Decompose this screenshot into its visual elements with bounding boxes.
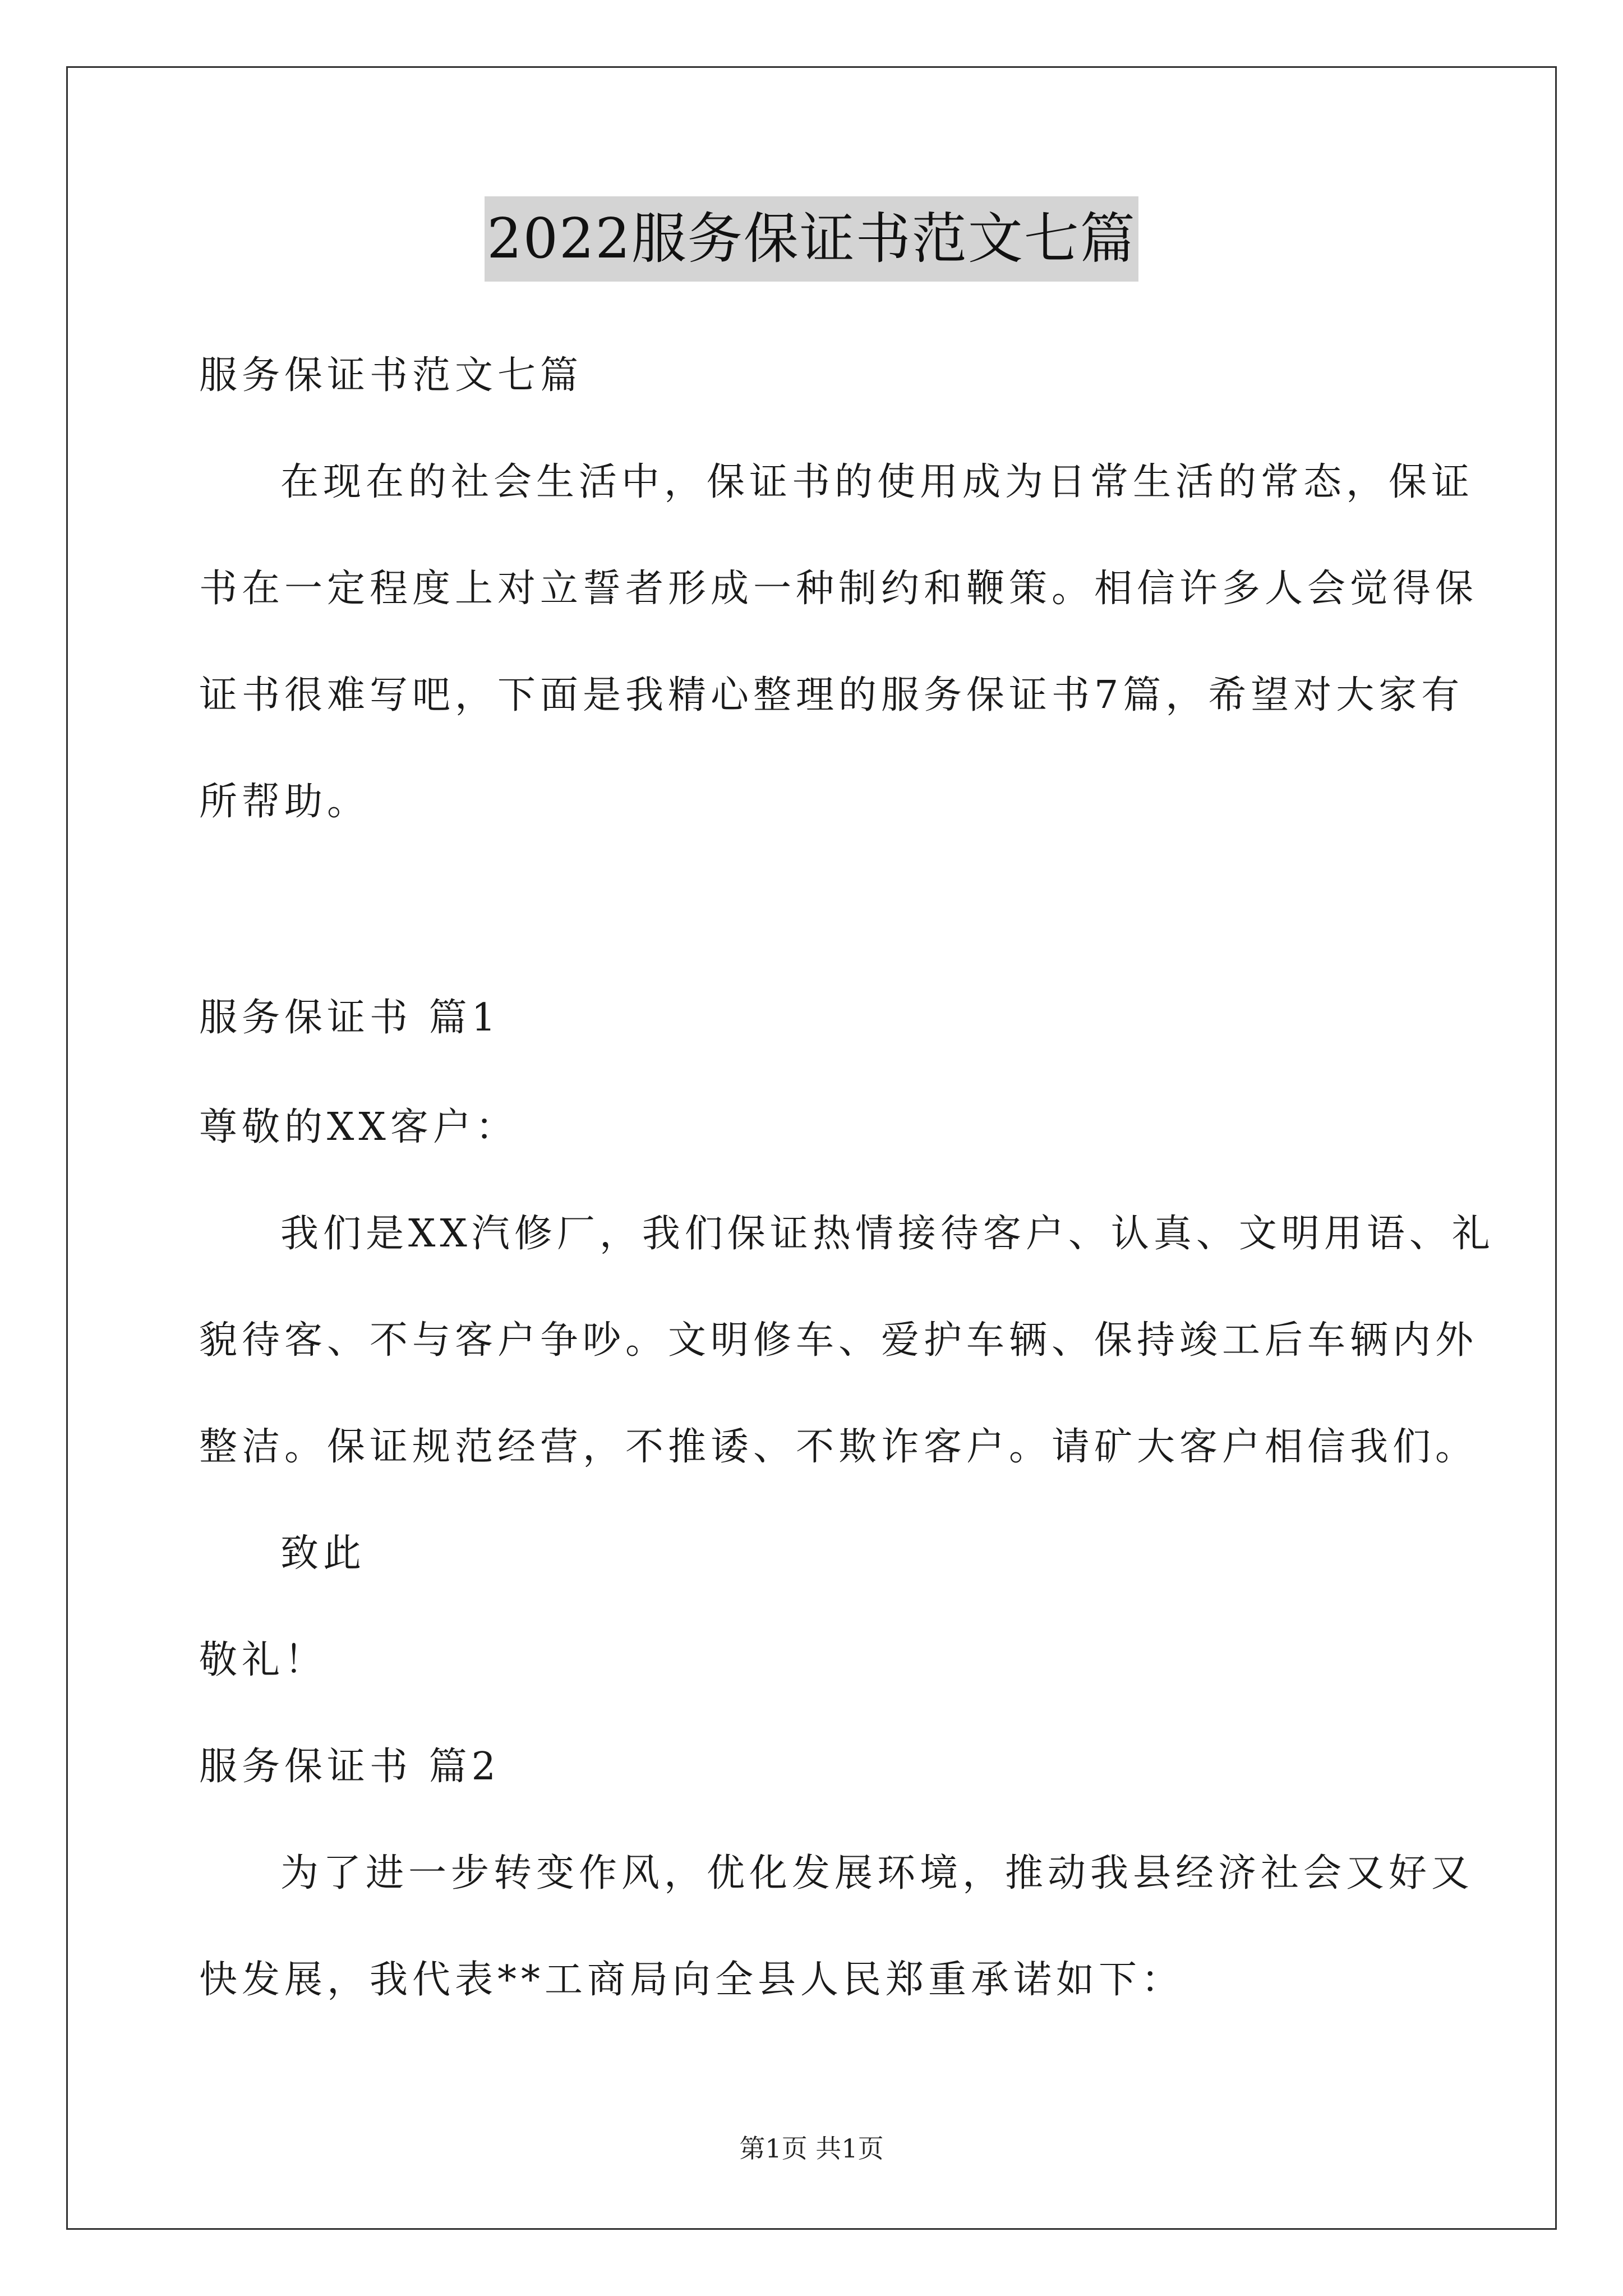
paragraph-line: 所帮助。 xyxy=(199,780,370,824)
closing-line: 敬礼！ xyxy=(199,1638,328,1682)
section-heading: 服务保证书 篇2 xyxy=(199,1745,500,1789)
closing-line: 致此 xyxy=(280,1531,366,1576)
paragraph-line: 快发展，我代表**工商局向全县人民郑重承诺如下： xyxy=(199,1958,1184,2002)
paragraph-line: 我们是XX汽修厂，我们保证热情接待客户、认真、文明用语、礼 xyxy=(280,1212,1495,1256)
salutation: 尊敬的XX客户： xyxy=(199,1105,518,1149)
paragraph-line: 整洁。保证规范经营，不推诿、不欺诈客户。请矿大客户相信我们。 xyxy=(199,1425,1478,1469)
paragraph-line: 在现在的社会生活中，保证书的使用成为日常生活的常态，保证 xyxy=(280,460,1474,504)
title-container xyxy=(0,196,1623,282)
paragraph-line: 证书很难写吧，下面是我精心整理的服务保证书7篇，希望对大家有 xyxy=(199,673,1464,717)
section-heading: 服务保证书 篇1 xyxy=(199,996,500,1040)
page-footer: 第1页 共1页 xyxy=(739,2133,884,2164)
document-title: 2022服务保证书范文七篇 xyxy=(485,196,1138,282)
paragraph-line: 为了进一步转变作风，优化发展环境，推动我县经济社会又好又 xyxy=(280,1851,1474,1895)
subtitle-line: 服务保证书范文七篇 xyxy=(199,353,583,398)
paragraph-line: 书在一定程度上对立誓者形成一种制约和鞭策。相信许多人会觉得保 xyxy=(199,567,1478,611)
paragraph-line: 貌待客、不与客户争吵。文明修车、爱护车辆、保持竣工后车辆内外 xyxy=(199,1318,1478,1363)
